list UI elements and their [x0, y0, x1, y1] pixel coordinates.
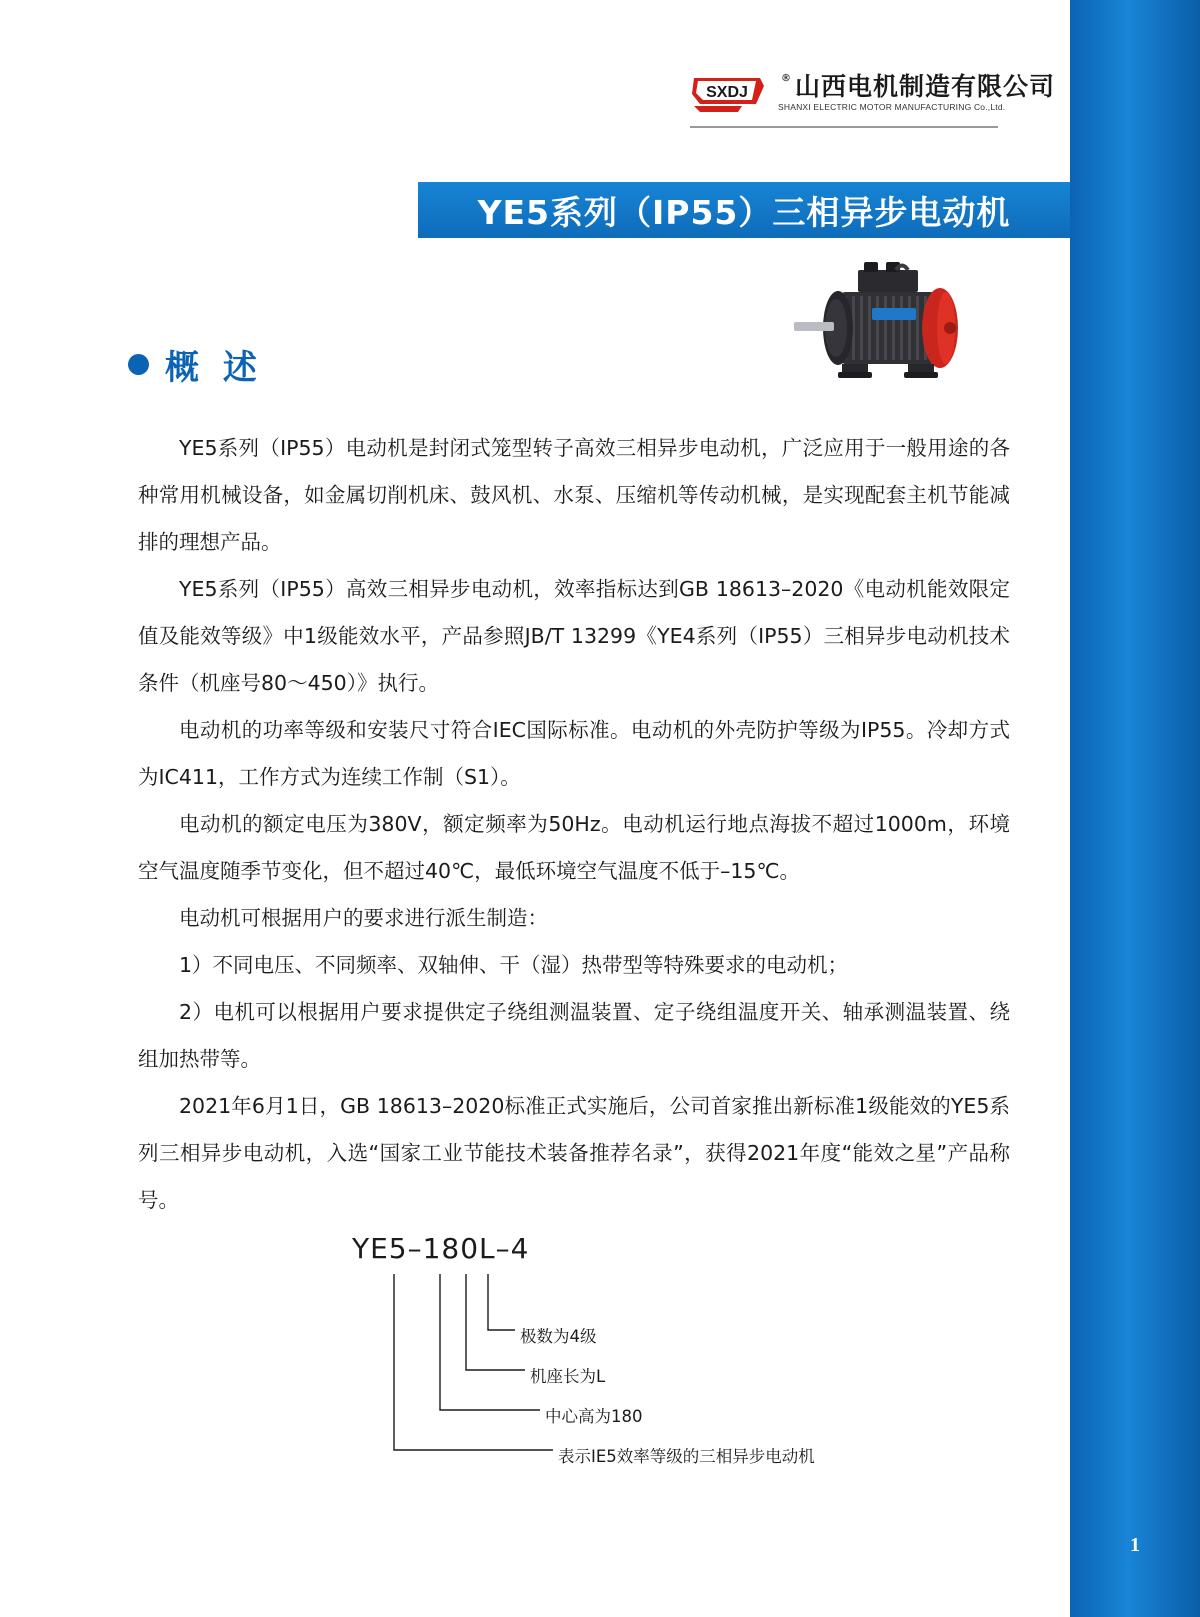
naming-legend-efficiency: 表示IE5效率等级的三相异步电动机 [558, 1447, 815, 1466]
logo-divider [690, 126, 998, 128]
motor-product-photo [780, 252, 1010, 417]
overview-body [138, 425, 1010, 1224]
page-title: YE5系列（IP55）三相异步电动机 [477, 192, 1011, 232]
page-number: 1 [1130, 1534, 1140, 1556]
sxdj-logo-icon [690, 72, 768, 114]
paragraph: YE5系列（IP55）电动机是封闭式笼型转子高效三相异步电动机，广泛应用于一般用途的各种常用机械设备，如金属切削机床、鼓风机、水泵、压缩机等传动机械，是实现配套主机节能减排的理想产品。 [138, 436, 1010, 554]
paragraph: 电动机的功率等级和安装尺寸符合IEC国际标准。电动机的外壳防护等级为IP55。冷却方式为IC411，工作方式为连续工作制（S1）。 [138, 718, 1010, 789]
bullet-dot-icon [128, 354, 149, 375]
model-naming-diagram [340, 1232, 900, 1482]
section-heading [128, 340, 263, 389]
naming-legend-frame-length: 机座长为L [530, 1367, 606, 1386]
paragraph: 2021年6月1日，GB 18613–2020标准正式实施后，公司首家推出新标准1级能效的YE5系列三相异步电动机，入选“国家工业节能技术装备推荐名录”，获得2021年度“能效之星”产品称号。 [138, 1094, 1010, 1212]
company-logo [690, 72, 1055, 114]
company-name-en: SHANXI ELECTRIC MOTOR MANUFACTURING Co.,Ltd. [778, 102, 1006, 113]
section-heading-label: 概 述 [165, 348, 263, 388]
company-name-block [778, 71, 1056, 113]
registered-symbol: ® [781, 72, 792, 84]
paragraph: 1）不同电压、不同频率、双轴伸、干（湿）热带型等特殊要求的电动机； [179, 953, 849, 977]
page-title-bar [418, 182, 1070, 238]
paragraph: 电动机的额定电压为380V，额定频率为50Hz。电动机运行地点海拔不超过1000m，环境空气温度随季节变化，但不超过40℃，最低环境空气温度不低于–15℃。 [138, 812, 1010, 883]
naming-legend-center-height: 中心高为180 [545, 1407, 643, 1426]
model-code-label: YE5–180L–4 [352, 1232, 530, 1265]
company-name-cn [778, 71, 1056, 101]
paragraph: YE5系列（IP55）高效三相异步电动机，效率指标达到GB 18613–2020《电动机能效限定值及能效等级》中1级能效水平，产品参照JB/T 13299《YE4系列（IP55）三相异步电动机技术条件（机座号80～450）》执行。 [138, 577, 1010, 695]
paragraph: 2）电机可以根据用户要求提供定子绕组测温装置、定子绕组温度开关、轴承测温装置、绕组加热带等。 [138, 1000, 1010, 1071]
naming-legend-pole: 极数为4级 [520, 1327, 597, 1346]
paragraph: 电动机可根据用户的要求进行派生制造： [179, 906, 548, 930]
right-blue-band [1070, 0, 1200, 1617]
company-name-cn-text: 山西电机制造有限公司 [795, 71, 1056, 101]
svg-text:SXDJ: SXDJ [706, 84, 748, 101]
